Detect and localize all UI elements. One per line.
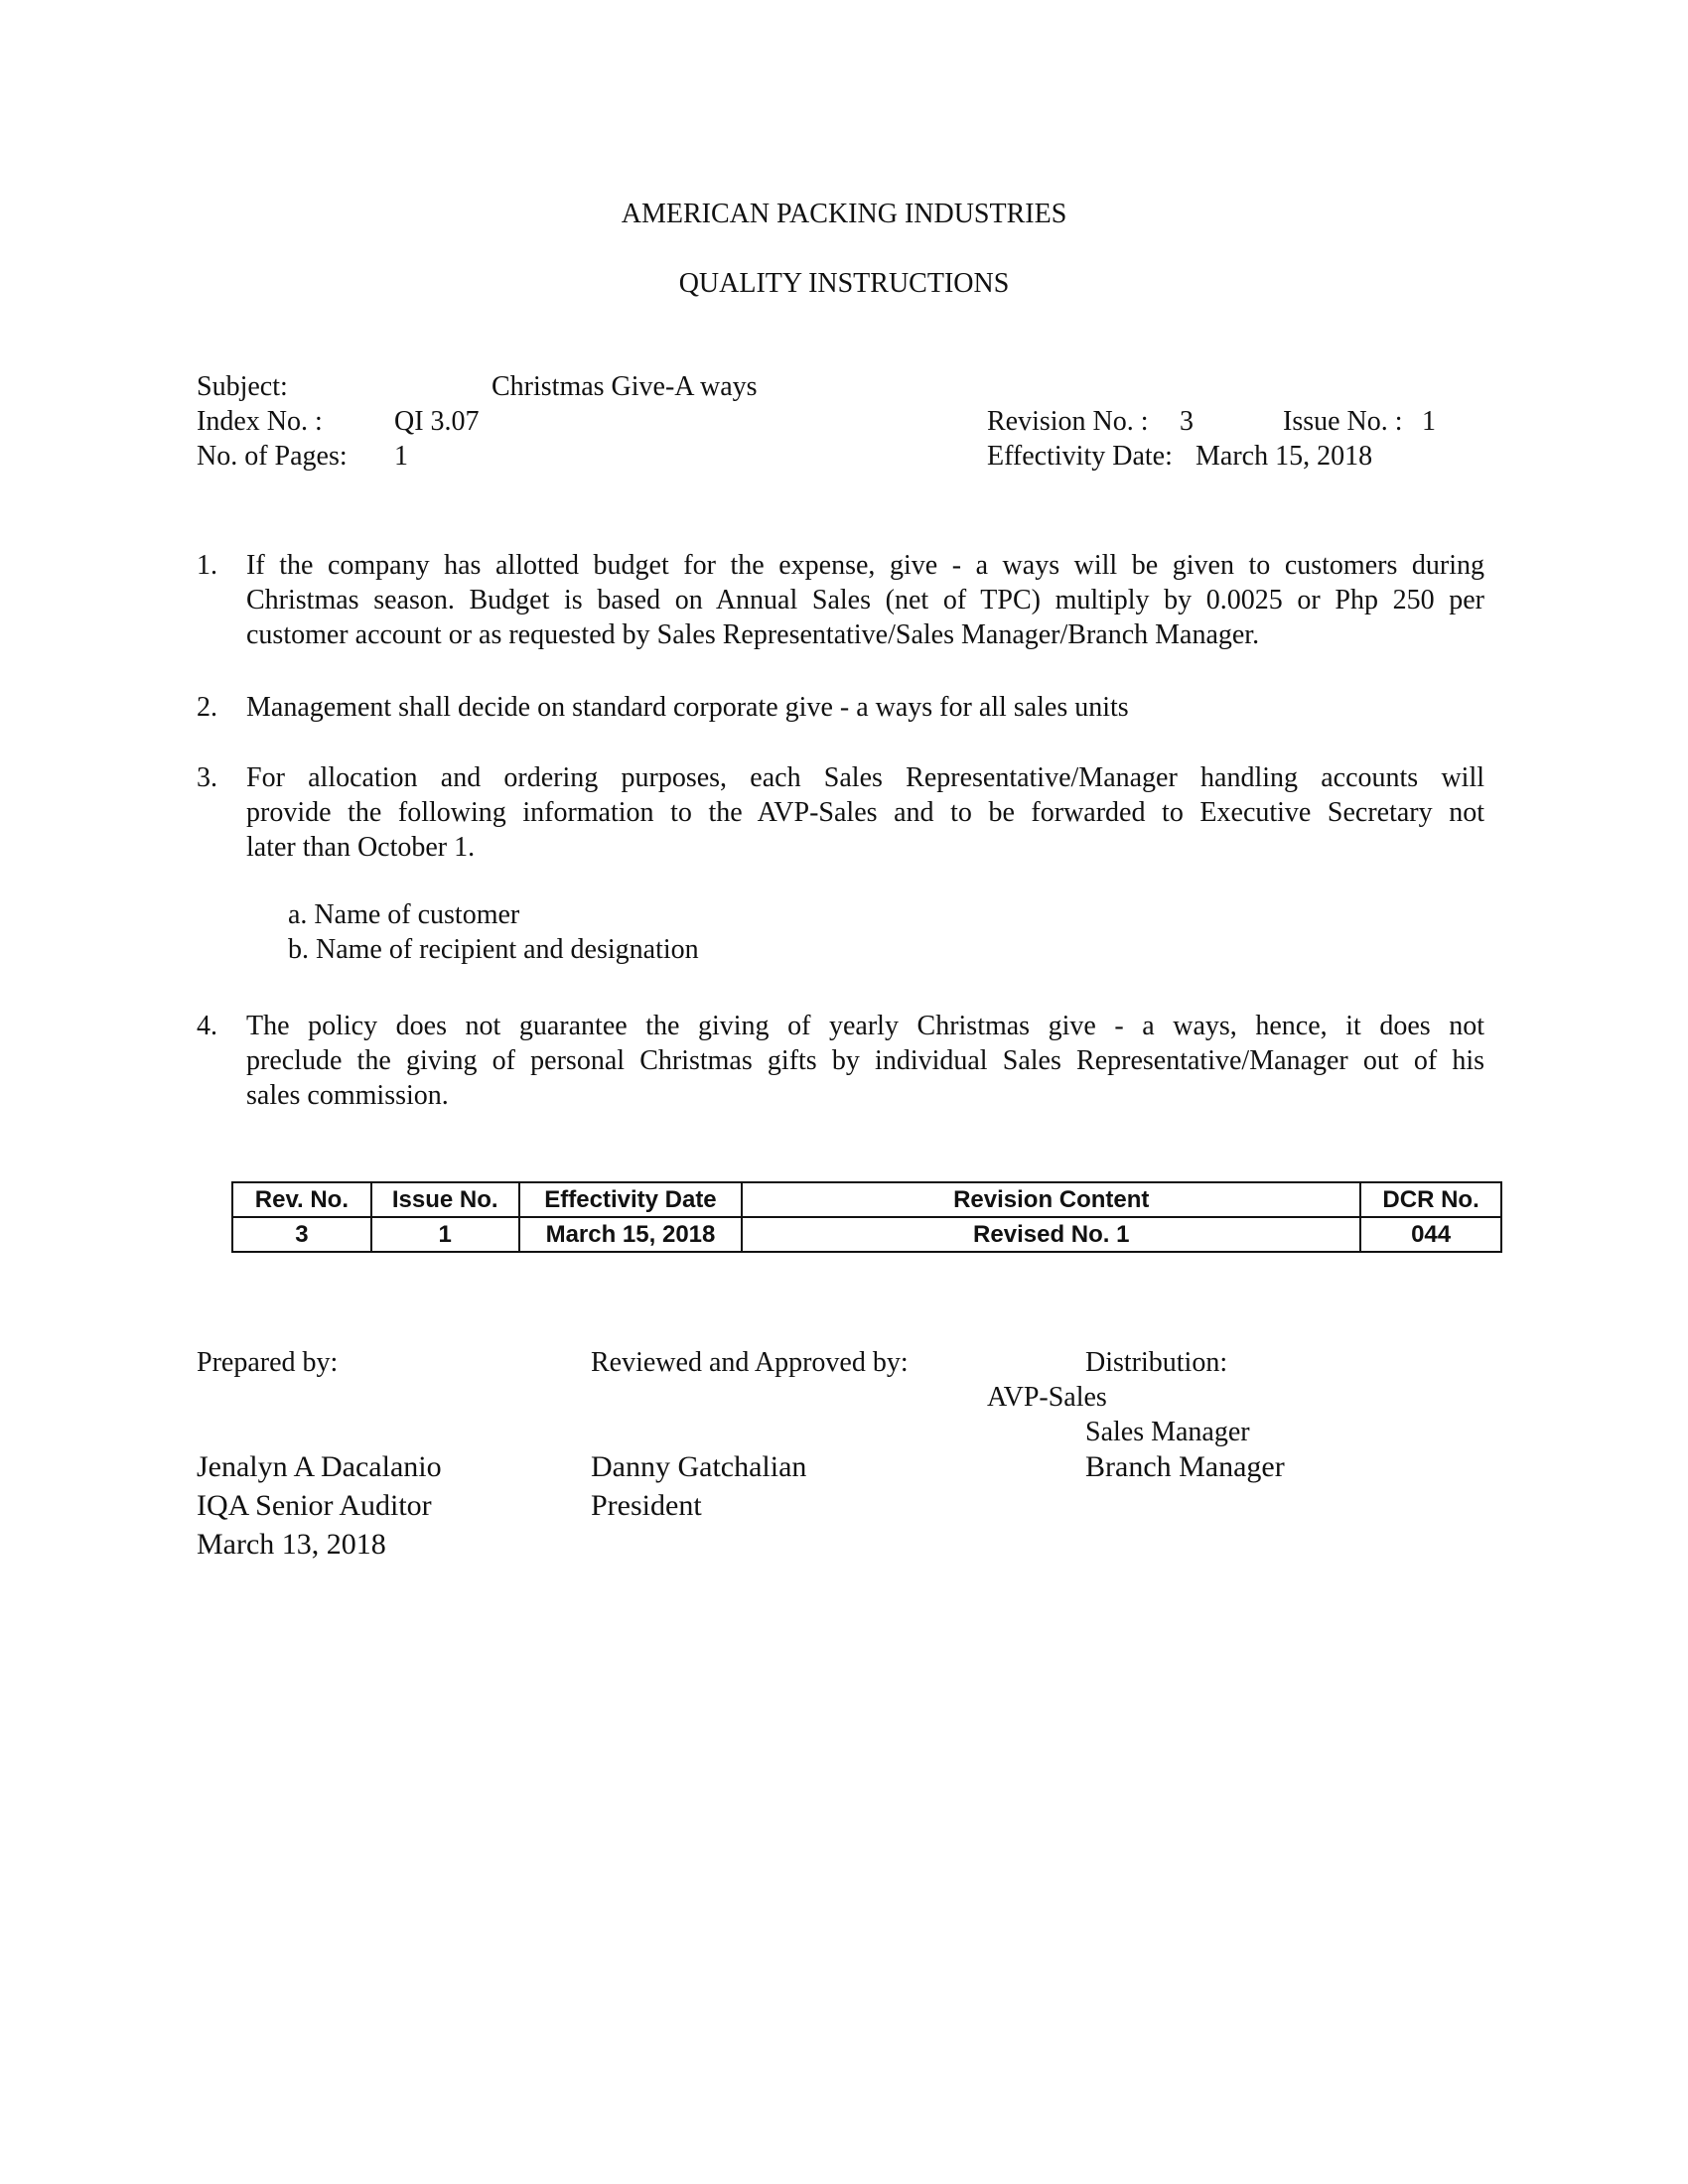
item-line: For allocation and ordering purposes, each Sales Representative/Manager handling accounts will <box>246 762 1484 793</box>
cell-dcr-no: 044 <box>1360 1217 1501 1252</box>
item-text <box>246 690 1484 725</box>
revision-label: Revision No. : <box>987 406 1149 437</box>
item-line: later than October 1. <box>246 832 476 863</box>
subject-label: Subject: <box>197 371 288 402</box>
prepared-name: Jenalyn A Dacalanio <box>197 1450 442 1483</box>
approved-name: Danny Gatchalian <box>591 1450 807 1483</box>
item-line: customer account or as requested by Sales Representative/Sales Manager/Branch Manager. <box>246 619 1260 650</box>
company-name: AMERICAN PACKING INDUSTRIES <box>621 199 1067 229</box>
item-text <box>246 1009 1484 1113</box>
sub-item: b. Name of recipient and designation <box>288 934 699 965</box>
effectivity-label: Effectivity Date: <box>987 441 1173 472</box>
header-issue-no: Issue No. <box>371 1182 519 1217</box>
distribution-item: Sales Manager <box>1085 1417 1250 1447</box>
approved-title: President <box>591 1489 702 1522</box>
item-line: The policy does not guarantee the giving of yearly Christmas give - a ways, hence, it does not <box>246 1011 1484 1041</box>
prepared-by-label: Prepared by: <box>197 1347 339 1378</box>
distribution-label: Distribution: <box>1085 1347 1228 1378</box>
issue-value: 1 <box>1422 406 1436 437</box>
header-dcr-no: DCR No. <box>1360 1182 1501 1217</box>
issue-label: Issue No. : <box>1283 406 1403 437</box>
cell-issue-no: 1 <box>371 1217 519 1252</box>
table-row <box>232 1217 1501 1252</box>
approved-by-label: Reviewed and Approved by: <box>591 1347 909 1378</box>
item-number: 1. <box>197 550 217 581</box>
index-label: Index No. : <box>197 406 323 437</box>
header-rev-no: Rev. No. <box>232 1182 371 1217</box>
cell-rev-no: 3 <box>232 1217 371 1252</box>
item-line: Christmas season. Budget is based on Annual Sales (net of TPC) multiply by 0.0025 or Php 250 per <box>246 585 1484 615</box>
table-header-row <box>232 1182 1501 1217</box>
item-text <box>246 760 1484 865</box>
item-number: 3. <box>197 762 217 793</box>
pages-value: 1 <box>394 441 408 472</box>
revision-value: 3 <box>1180 406 1194 437</box>
item-line: provide the following information to the AVP-Sales and to be forwarded to Executive Secretary not <box>246 797 1484 828</box>
subject-value: Christmas Give-A ways <box>492 371 758 402</box>
distribution-item: AVP-Sales <box>987 1382 1107 1413</box>
pages-label: No. of Pages: <box>197 441 348 472</box>
effectivity-value: March 15, 2018 <box>1196 441 1373 472</box>
header-revision-content: Revision Content <box>742 1182 1360 1217</box>
document-title: QUALITY INSTRUCTIONS <box>678 268 1010 299</box>
prepared-title: IQA Senior Auditor <box>197 1489 432 1522</box>
header-effectivity-date: Effectivity Date <box>519 1182 743 1217</box>
item-line: Management shall decide on standard corporate give - a ways for all sales units <box>246 692 1129 723</box>
item-line: If the company has allotted budget for the expense, give - a ways will be given to customers during <box>246 550 1484 581</box>
item-text <box>246 548 1484 652</box>
cell-revision-content: Revised No. 1 <box>742 1217 1360 1252</box>
prepared-date: March 13, 2018 <box>197 1528 386 1561</box>
item-number: 2. <box>197 692 217 723</box>
distribution-item: Branch Manager <box>1085 1450 1285 1483</box>
item-number: 4. <box>197 1011 217 1041</box>
item-line: sales commission. <box>246 1080 449 1111</box>
item-line: preclude the giving of personal Christmas gifts by individual Sales Representative/Manager out of his <box>246 1045 1484 1076</box>
cell-effectivity-date: March 15, 2018 <box>519 1217 743 1252</box>
sub-item: a. Name of customer <box>288 899 520 930</box>
revision-table <box>231 1181 1502 1253</box>
index-value: QI 3.07 <box>394 406 480 437</box>
